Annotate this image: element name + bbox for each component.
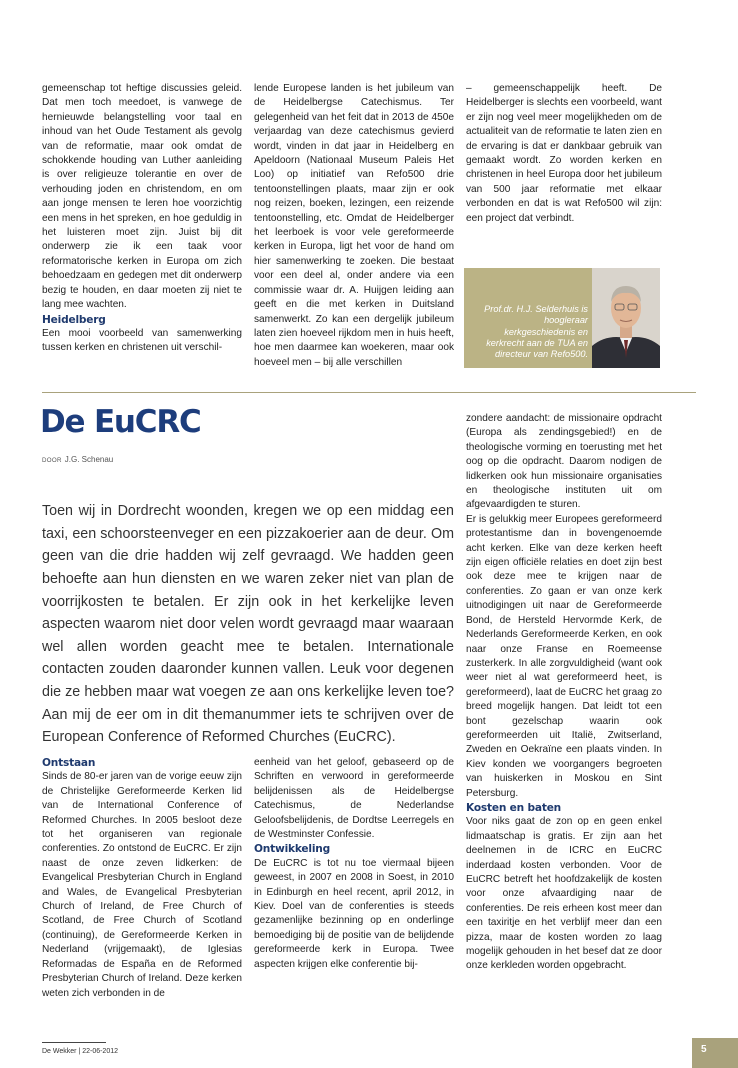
paragraph: Sinds de 80-er jaren van de vorige eeuw zijn de Christelijke Gereformeerde Kerken lid van de International Conference of Reformed Churches. In 2005 besloot deze tot het organiseren van regionale conferenties. Zo ontstond de EuCRC. Er zijn naast de onze zeven lidkerken: de Evangelical Presbyterian Church in England and Wales, de Evangelical Presbyterian Church of Ireland, de Free Church of Scotland, de Free Church of Scotland (continuing), de Gereformeerde Kerken in Nederland (vrijgemaakt), de Iglesias Reformadas de España en de Reformed Presbyterian Church of Ireland. Deze kerken weten zich verbonden in de <box>42 771 242 999</box>
footer-rule <box>42 1042 106 1043</box>
top-column-1 <box>42 82 242 356</box>
section-divider <box>42 392 696 393</box>
subheading: Heidelberg <box>42 313 106 326</box>
photo-caption: Prof.dr. H.J. Selderhuis is hoogleraar kerkgeschiedenis en kerkrecht aan de TUA en directeur van Refo500. <box>484 304 588 360</box>
page-number: 5 <box>701 1044 707 1055</box>
paragraph: Een mooi voorbeeld van samenwerking tussen kerken en christenen uit verschil- <box>42 327 242 354</box>
article-intro: Toen wij in Dordrecht woonden, kregen we op een middag een taxi, een schoorsteenveger en een pizzakoerier aan de deur. Om geen van die drie hadden wij zelf gevraagd. We hadden geen behoefte aan hun diensten en we waren zeker niet van plan de voorrijkosten te betalen. Er zijn ook in het kerkelijke leven aspecten waarom niet door velen wordt gevraagd maar waaraan wel allen worden geacht mee te betalen. Internationale contacten zouden daaronder kunnen vallen. Leuk voor degenen die ze hebben maar wat voegen ze aan ons kerkelijke leven toe? Aan mij de eer om in dit themanummer iets te schrijven over de European Conference of Reformed Churches (EuCRC). <box>42 503 454 746</box>
byline <box>42 455 113 464</box>
byline-prefix: DOOR <box>42 457 62 464</box>
body-column-3 <box>466 412 662 974</box>
subheading: Kosten en baten <box>466 801 562 814</box>
top-column-3 <box>466 82 662 226</box>
page-number-box <box>692 1038 738 1068</box>
body-column-1 <box>42 756 242 1001</box>
paragraph: zondere aandacht: de missionaire opdracht (Europa als zendingsgebied!) en de theologische vorming en toerusting met het oog op die opdracht. Daarom nodigen de lidkerken ook hun missionaire organisaties en theologische instituten uit om afgevaardigden te sturen. <box>466 413 662 511</box>
subheading: Ontstaan <box>42 757 96 769</box>
author-portrait <box>592 268 660 368</box>
paragraph: Voor niks gaat de zon op en geen enkel lidmaatschap is gratis. Er zijn aan het deelnemen in de ICRC en EuCRC inderdaad kosten verbonden. Voor de EuCRC betreft het hoofdzakelijk de kosten voor onze afvaardiging naar de conferenties. De reis erheen kost meer dan een taxiritje en het verblijf meer dan een pizza, maar de kosten worden zo laag mogelijk gehouden in het besef dat ze door onze kerkleden worden opgebracht. <box>466 816 662 972</box>
subheading: Ontwikkeling <box>254 843 331 856</box>
paragraph: gemeenschap tot heftige discussies geleid. Dat men toch meedoet, is vanwege de hernieuwde belangstelling voor taal en inhoud van het Oude Testament als gevolg van de reformatie, maar ook omdat de schokkende houding van Luther aanleiding is over religieuze tolerantie en over de verhouding joden en christendom, en om aan jonge mensen te leren hoe voorzichtig een mens in het spreken, en hoe geduldig in het luisteren moet zijn. Juist bij dit onderwerp zie ik een taak voor reformatorische kerken in Europa om zich behoedzaam en gedegen met dit onderwerp bezig te houden, en daar moeten zij niet te lang mee wachten. <box>42 83 242 311</box>
paragraph: eenheid van het geloof, gebaseerd op de Schriften en verwoord in gereformeerde belijdenissen als de Heidelbergse Catechismus, de Nederlandse Geloofsbelijdenis, de Dordtse Leerregels en de Westminster Confessie. <box>254 757 454 841</box>
body-column-2 <box>254 756 454 972</box>
footer-source: De Wekker | 22-06-2012 <box>42 1048 119 1055</box>
article-title: De EuCRC <box>40 404 201 440</box>
paragraph: – gemeenschappelijk heeft. De Heidelberger is slechts een voorbeeld, want er zijn nog veel meer mogelijkheden om de actualiteit van de reformatie te laten zien en de ervaring is dat er dankbaar gebruik van gemaakt wordt. Zo worden kerken en christenen in heel Europa door het jubileum van 500 jaar reformatie met elkaar verbonden en dat is wat Refo500 wil zijn: een project dat verbindt. <box>466 83 662 224</box>
paragraph: De EuCRC is tot nu toe viermaal bijeen geweest, in 2007 en 2008 in Soest, in 2010 in Edinburgh en heel recent, april 2012, in Kiev. Doel van de conferenties is steeds gezamenlijke bezinning op en onderlinge bemoediging bij de positie van de belijdende gereformeerde kerk in Europa. Twee aspecten krijgen elke conferentie bij- <box>254 857 454 970</box>
author-photo-box <box>464 268 660 368</box>
top-column-2 <box>254 82 454 370</box>
paragraph: Er is gelukkig meer Europees gereformeerd protestantisme dan in bovengenoemde acht kerken. Elke van deze kerken heeft zijn eigen officiële relaties en doet zijn best ook deze mee te krijgen naar de conferenties. Zo gaan er van onze kerk uitnodigingen uit naar de Gereformeerde Bond, de Hersteld Hervormde Kerk, de Nederlands Gereformeerde Kerken, en ook naar onze Franse en Roemeense zusterkerk. In alle zorgvuldigheid (want ook weer niet al wat gereformeerd heet, is gereformeerd), laat de EuCRC het graag zo breed mogelijk hangen. Dat leidt tot een bont gezelschap waarin ook gereformeerden uit Italië, Zwitserland, Zweden en Oekraïne een plaats vinden. In Kiev konden we voorgangers begroeten van huiskerken in Moskou en Sint Petersburg. <box>466 513 662 799</box>
paragraph: lende Europese landen is het jubileum van de Heidelbergse Catechismus. Ter gelegenheid van het feit dat in 2013 de 450e verjaardag van deze catechismus gevierd wordt, vinden in dat jaar in Heidelberg en Apeldoorn (Nationaal Museum Paleis Het Loo) op initiatief van Refo500 drie tentoonstellingen plaats, maar zijn er ook nog reizen, boeken, lezingen, een reizende tentoonstelling, etc. Omdat de Heidelberger het leerboek is voor vele gereformeerde kerken in Europa, ligt het voor de hand om hier samenwerking te zoeken. Die bestaat voor een deel al, onder andere via een commissie waar dr. A. Huijgen leiding aan geeft en die met kerken in Duitsland samenwerkt. Zo kan een dergelijk jubileum laten zien hoeveel rijkdom men in huis heeft, hoe men daarmee kan woekeren, maar ook hoeveel men – bij alle verschillen <box>254 83 454 368</box>
byline-author: J.G. Schenau <box>64 455 114 464</box>
